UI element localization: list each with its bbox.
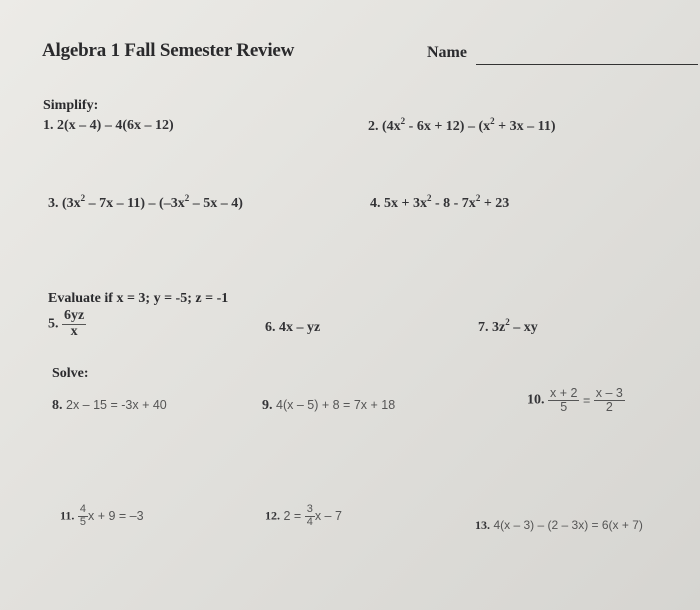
- fraction-numerator: 4: [79, 503, 86, 515]
- fraction-numerator: x – 3: [595, 386, 623, 400]
- fraction-denominator: 4: [306, 515, 313, 528]
- fraction-denominator: 2: [594, 400, 625, 414]
- problem-number: 4.: [370, 196, 381, 211]
- expr-part: 2 =: [283, 509, 305, 524]
- problem-4: [370, 193, 510, 212]
- fraction: [78, 504, 88, 528]
- problem-11: [60, 504, 144, 528]
- exponent: 2: [400, 116, 406, 126]
- fraction-denominator: 5: [548, 400, 579, 414]
- exponent: 2: [475, 193, 481, 203]
- fraction-denominator: x: [62, 324, 86, 340]
- name-label: Name: [427, 44, 467, 61]
- expr-part: x + 9 = –3: [87, 509, 144, 524]
- name-field-line[interactable]: [476, 64, 698, 65]
- problem-number: 3.: [48, 196, 59, 211]
- expr-part: – 7x – 11) – (–3x: [85, 196, 185, 211]
- problem-12: [265, 504, 342, 528]
- expr-part: x – 7: [314, 509, 342, 524]
- expr-part: 3z: [492, 320, 506, 335]
- problem-3: [48, 193, 243, 212]
- fraction: [548, 387, 579, 414]
- problem-number: 1.: [43, 118, 54, 133]
- fraction-numerator: 6yz: [64, 308, 85, 323]
- expr-part: - 8 - 7x: [431, 196, 476, 211]
- problem-expression: 2x – 15 = -3x + 40: [66, 398, 167, 412]
- problem-number: 7.: [478, 320, 489, 335]
- section-evaluate-label: Evaluate if x = 3; y = -5; z = -1: [48, 291, 229, 306]
- expr-part: – xy: [509, 320, 538, 335]
- problem-number: 8.: [52, 398, 63, 413]
- problem-expression: 4(x – 3) – (2 – 3x) = 6(x + 7): [493, 518, 643, 532]
- exponent: 2: [490, 116, 495, 126]
- fraction-numerator: 3: [306, 503, 313, 515]
- expr-part: + 3x – 11): [494, 119, 556, 134]
- fraction: [594, 387, 625, 414]
- problem-number: 10.: [527, 392, 545, 408]
- problem-10: [527, 387, 625, 414]
- problem-expression: 4x – yz: [279, 320, 321, 335]
- problem-5: [48, 309, 86, 339]
- problem-number: 11.: [60, 508, 75, 523]
- expr-part: (4x: [382, 119, 401, 134]
- problem-number: 13.: [475, 518, 490, 532]
- expr-part: 5x + 3x: [384, 196, 427, 211]
- expr-part: + 23: [480, 196, 510, 211]
- problem-number: 6.: [265, 320, 276, 335]
- problem-number: 5.: [48, 316, 59, 332]
- expr-part: – 5x – 4): [189, 196, 243, 211]
- problem-13: [475, 518, 643, 534]
- exponent: 2: [505, 317, 510, 327]
- problem-6: [265, 320, 320, 336]
- exponent: 2: [80, 193, 86, 203]
- expr-part: - 6x + 12) – (x: [405, 119, 491, 134]
- problem-1: [43, 118, 174, 134]
- section-simplify-label: Simplify:: [43, 98, 99, 113]
- exponent: 2: [184, 193, 190, 203]
- expr-part: (3x: [62, 196, 81, 211]
- exponent: 2: [426, 193, 432, 203]
- problem-expression: 2(x – 4) – 4(6x – 12): [57, 118, 174, 133]
- problem-number: 2.: [368, 119, 379, 134]
- section-solve-label: Solve:: [52, 366, 89, 381]
- equals-sign: =: [582, 393, 591, 408]
- fraction-denominator: 5: [79, 515, 86, 528]
- problem-9: [262, 398, 395, 414]
- problem-7: [478, 317, 538, 336]
- problem-2: [368, 116, 556, 135]
- problem-number: 12.: [265, 508, 280, 523]
- fraction: [62, 309, 86, 339]
- fraction-numerator: x + 2: [550, 386, 578, 400]
- fraction: [305, 504, 315, 528]
- problem-number: 9.: [262, 398, 273, 413]
- problem-expression: 4(x – 5) + 8 = 7x + 18: [276, 398, 396, 412]
- page-title: Algebra 1 Fall Semester Review: [42, 40, 295, 61]
- problem-8: [52, 398, 167, 414]
